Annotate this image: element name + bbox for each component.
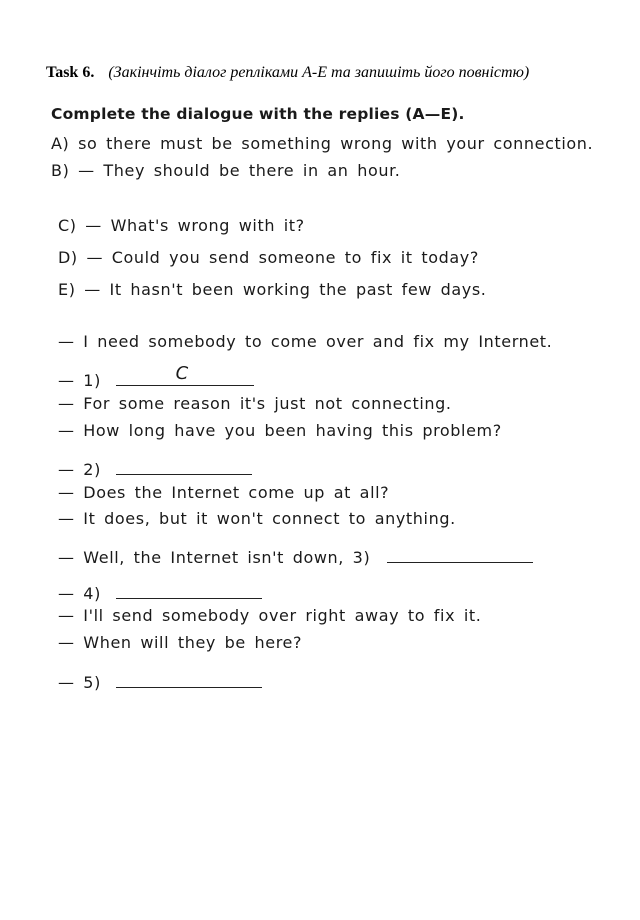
gap-label: — 4): [58, 584, 101, 603]
answer-blank-2[interactable]: [116, 456, 252, 475]
gap-label: — 1): [58, 371, 101, 390]
gap-label: — 2): [58, 460, 101, 479]
dialogue-line-6: [58, 544, 533, 567]
dialogue-line-4: — Does the Internet come up at all?: [58, 483, 390, 502]
dialogue-line-5: — It does, but it won't connect to anything.: [58, 509, 456, 528]
task-instruction: (Закінчіть діалог репліками A-E та запишіть його повністю): [108, 64, 530, 81]
reply-a: A) so there must be something wrong with your connection.: [51, 134, 594, 153]
answer-text-1: C: [175, 363, 189, 384]
answer-blank-5[interactable]: [116, 669, 262, 688]
exercise-heading: Complete the dialogue with the replies (A—E).: [51, 105, 465, 123]
task-label: Task 6.: [46, 64, 95, 81]
reply-e: E) — It hasn't been working the past few days.: [58, 280, 487, 299]
reply-c: C) — What's wrong with it?: [58, 216, 305, 235]
answer-blank-4[interactable]: [116, 580, 262, 599]
dialogue-line-1: — I need somebody to come over and fix my Internet.: [58, 332, 553, 351]
dialogue-gap-4: [58, 580, 262, 603]
dialogue-line-3: — How long have you been having this problem?: [58, 421, 502, 440]
dialogue-line-2: — For some reason it's just not connecting.: [58, 394, 452, 413]
answer-blank-3[interactable]: [387, 544, 533, 563]
dialogue-line-8: — When will they be here?: [58, 633, 303, 652]
dialogue-line-6-text: — Well, the Internet isn't down, 3): [58, 548, 371, 567]
dialogue-line-7: — I'll send somebody over right away to fix it.: [58, 606, 482, 625]
dialogue-gap-1: [58, 363, 254, 390]
task-header: [46, 64, 529, 82]
dialogue-gap-5: [58, 669, 262, 692]
dialogue-gap-2: [58, 456, 252, 479]
reply-b: B) — They should be there in an hour.: [51, 161, 401, 180]
answer-blank-1[interactable]: [116, 363, 254, 386]
gap-label: — 5): [58, 673, 101, 692]
reply-d: D) — Could you send someone to fix it today?: [58, 248, 479, 267]
